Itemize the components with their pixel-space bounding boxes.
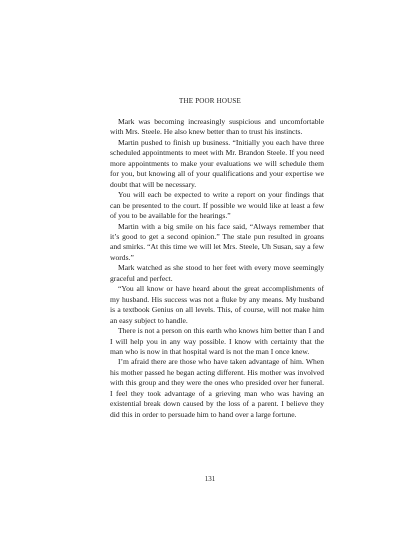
paragraph: Mark watched as she stood to her feet with every move seemingly graceful and perfect. [110, 263, 324, 283]
running-header: THE POOR HOUSE [179, 97, 241, 105]
paragraph: There is not a person on this earth who knows him better than I and I will help you in any way possible. I know with certainty that the man who is now in that hospital ward is not the man I once knew. [110, 326, 324, 356]
paragraph: Martin with a big smile on his face said, “Always remember that it’s good to get a second opinion.” The stale pun resulted in groans and smirks. “At this time we will let Mrs. Steele, Uh Susan, say a few words.” [110, 221, 324, 262]
paragraph: “You all know or have heard about the great accomplishments of my husband. His success was not a fluke by any means. My husband is a textbook Genius on all levels. This, of course, will not make him an easy subject to handle. [110, 284, 324, 325]
body-text [110, 117, 324, 420]
paragraph: I’m afraid there are those who have taken advantage of him. When his mother passed he began acting different. His mother was involved with this group and they were the ones who presided over her funeral. I feel they took advantage of a grieving man who was having an existential break down caused by the loss of a parent. I believe they did this in order to persuade him to hand over a large fortune. [110, 357, 324, 419]
paragraph: You will each be expected to write a report on your findings that can be presented to the court. If possible we would like at least a few of you to be available for the hearings.” [110, 190, 324, 221]
paragraph: Martin pushed to finish up business. “Initially you each have three scheduled appointments to meet with Mr. Brandon Steele. If you need more appointments to make your evaluations we will schedule them for you, but knowing all of your qualifications and your expertise we doubt that will be necessary. [110, 137, 324, 189]
paragraph: Mark was becoming increasingly suspicious and uncomfortable with Mrs. Steele. He also knew better than to trust his instincts. [110, 117, 324, 137]
page-number: 131 [204, 475, 216, 483]
